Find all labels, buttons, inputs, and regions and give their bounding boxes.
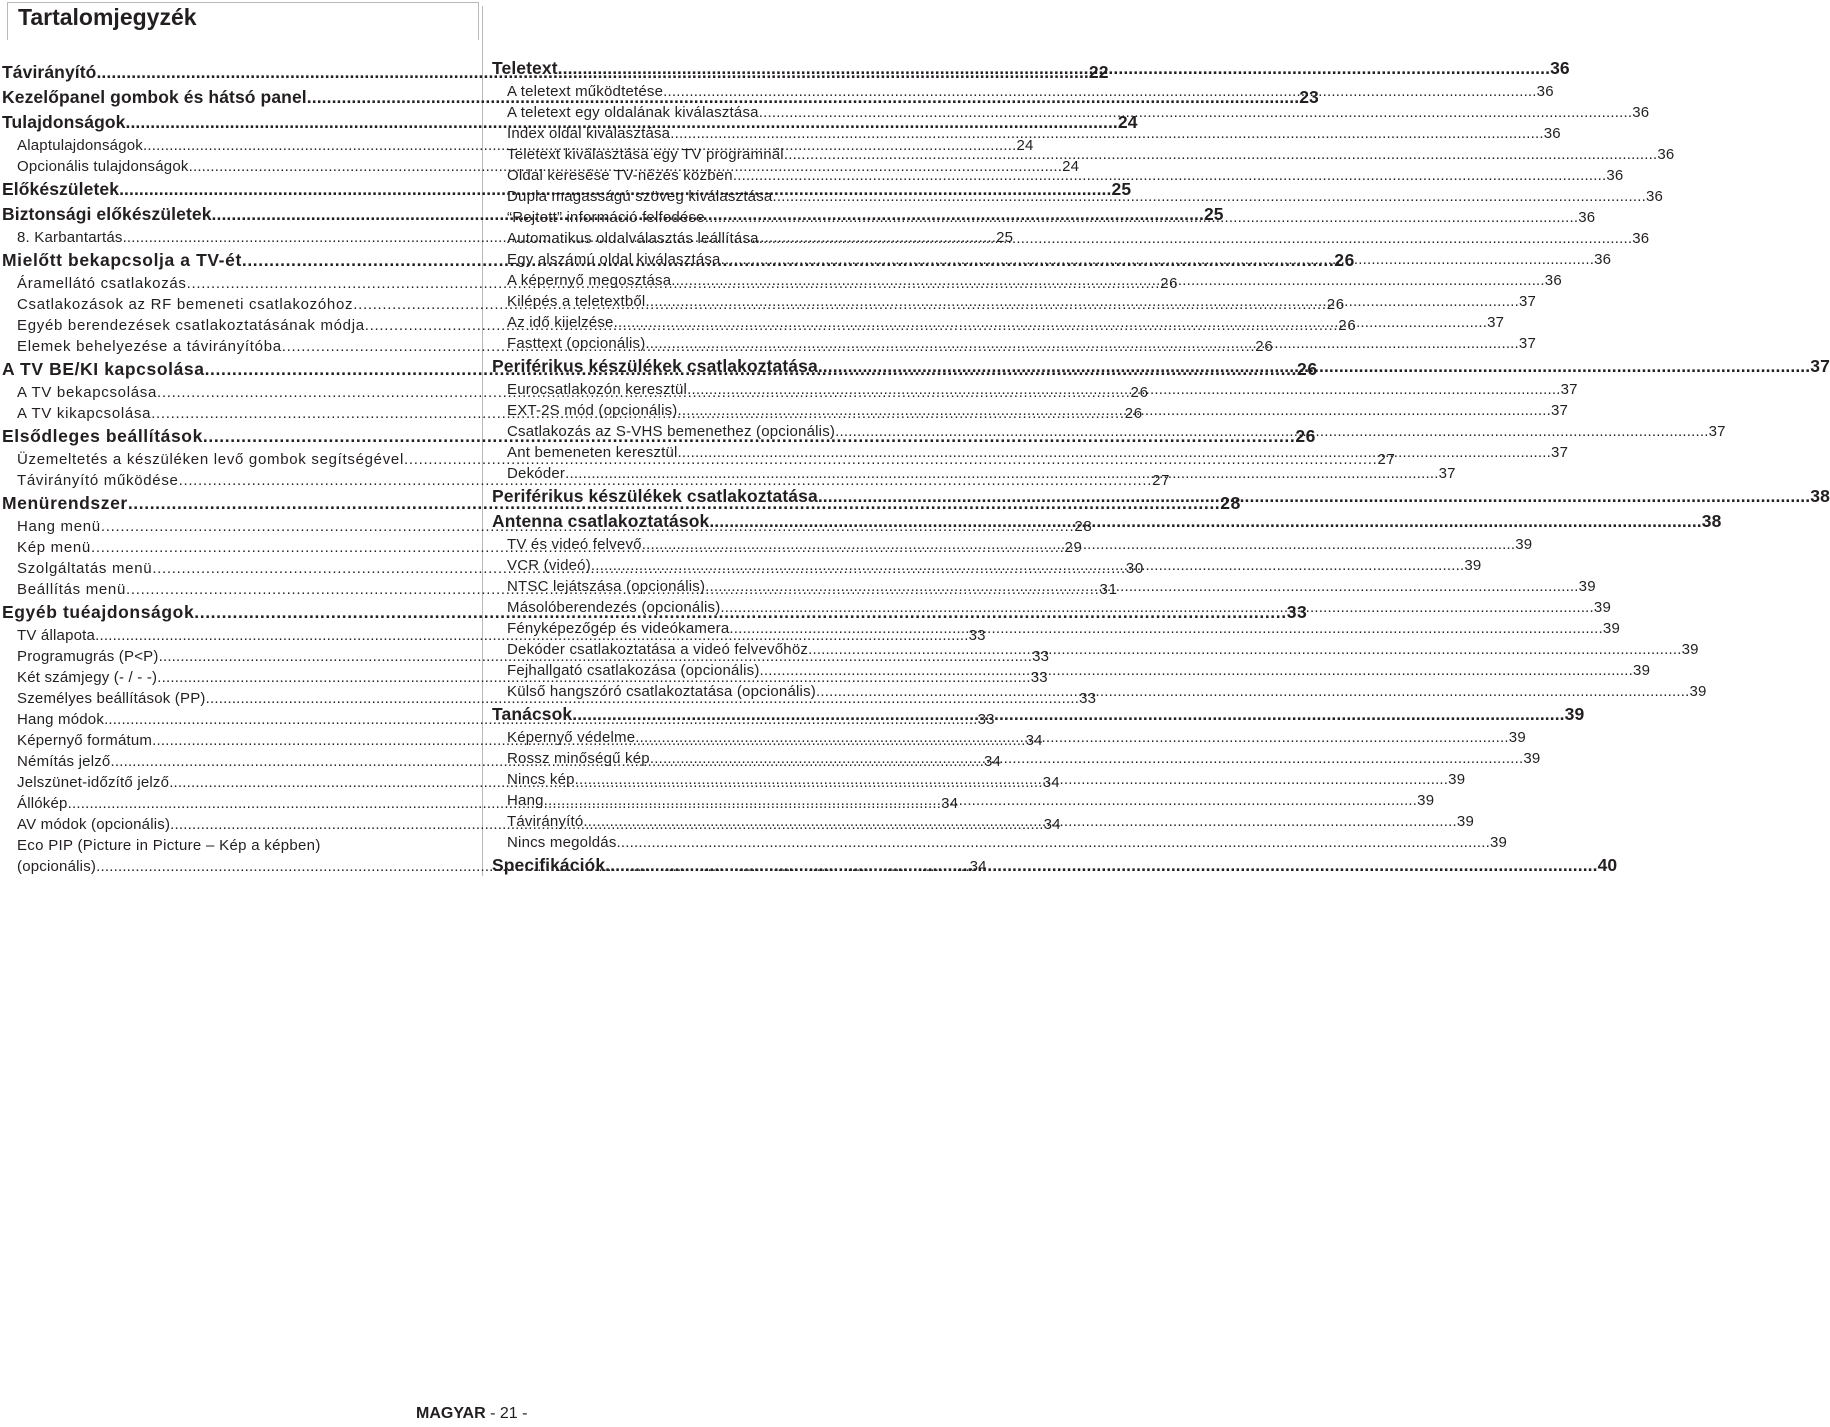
toc-entry-label: Ant bemeneten keresztül xyxy=(507,444,678,461)
toc-entry-page: 31 xyxy=(1099,581,1118,598)
toc-entry-page: 24 xyxy=(1117,112,1138,132)
toc-entry-page: 36 xyxy=(1550,58,1570,78)
toc-entry-label: Specifikációk xyxy=(492,855,606,875)
toc-entry-label: Külső hangszóró csatlakoztatása (opcionális) xyxy=(507,683,816,700)
dot-leader xyxy=(650,748,1524,769)
dot-leader xyxy=(575,769,1449,790)
toc-entry-label: Hang menü xyxy=(17,518,101,535)
toc-entry-label: Periférikus készülékek csatlakoztatása xyxy=(492,486,818,506)
toc-entry-page: 39 xyxy=(1448,771,1466,788)
dot-leader xyxy=(721,249,1595,270)
toc-entry-label: Elemek behelyezése a távirányítóba xyxy=(17,338,282,355)
toc-entry-label: Nincs kép xyxy=(507,771,575,788)
toc-entry-page: 29 xyxy=(1064,539,1083,556)
dot-leader xyxy=(663,81,1537,102)
toc-entry-page: 26 xyxy=(1160,275,1179,292)
toc-entry-page: 34 xyxy=(1043,816,1061,833)
toc-entry-label: Teletext kiválasztása egy TV programnál xyxy=(507,146,784,163)
toc-entry-label: Kezelőpanel gombok és hátsó panel xyxy=(2,87,307,107)
toc-entry-label: “Rejtett” információ felfedése xyxy=(507,209,705,226)
toc-entry-page: 39 xyxy=(1564,704,1585,724)
toc-entry-label: Állókép xyxy=(17,795,68,812)
toc-entry-label: Index oldal kiválasztása xyxy=(507,125,671,142)
toc-entry-label: Képernyő formátum xyxy=(17,732,153,749)
toc-entry-page: 36 xyxy=(1536,83,1554,100)
toc-entry-label: VCR (videó) xyxy=(507,557,591,574)
toc-entry-page: 36 xyxy=(1594,251,1612,268)
dot-leader xyxy=(678,442,1552,463)
toc-entry-label: Kép menü xyxy=(17,539,91,556)
toc-entry-label: Csatlakozások az RF bemeneti csatlakozóhoz xyxy=(17,296,354,313)
toc-entry-label: Fényképezőgép és videókamera xyxy=(507,620,730,637)
toc-entry-page: 37 xyxy=(1518,293,1537,310)
toc-entry-label: Programugrás (P<P) xyxy=(17,648,159,665)
toc-entry-label: Némítás jelző xyxy=(17,753,111,770)
toc-entry-label: TV és videó felvevő xyxy=(507,536,642,553)
dot-leader xyxy=(670,123,1544,144)
toc-entry-page: 26 xyxy=(1334,250,1355,270)
dot-leader xyxy=(733,165,1607,186)
dot-leader xyxy=(816,681,1690,702)
toc-subsection[interactable] xyxy=(492,832,1508,853)
toc-entry-label: Eurocsatlakozón keresztül xyxy=(507,381,688,398)
toc-entry-page: 27 xyxy=(1377,451,1396,468)
toc-entry-page: 39 xyxy=(1578,578,1596,595)
toc-entry-page: 26 xyxy=(1338,317,1357,334)
dot-leader xyxy=(784,144,1658,165)
toc-entry-label: Szolgáltatás menü xyxy=(17,560,153,577)
toc-entry-page: 36 xyxy=(1578,209,1596,226)
toc-entry-label: Dupla magasságú szöveg kiválasztása xyxy=(507,188,773,205)
dot-leader xyxy=(645,291,1519,312)
toc-entry-page: 24 xyxy=(1062,158,1080,175)
toc-entry-page: 36 xyxy=(1632,230,1650,247)
toc-entry-page: 39 xyxy=(1515,536,1533,553)
dot-leader xyxy=(772,186,1646,207)
dot-leader xyxy=(835,421,1709,442)
dot-leader xyxy=(705,207,1579,228)
toc-entry-page: 27 xyxy=(1152,472,1171,489)
dot-leader xyxy=(614,312,1488,333)
toc-entry-page: 33 xyxy=(977,711,995,728)
toc-entry-page: 25 xyxy=(1203,204,1224,224)
toc-entry-label: Elsődleges beállítások xyxy=(2,426,203,446)
toc-entry-label: A TV BE/KI kapcsolása xyxy=(2,359,205,379)
toc-entry-label: Rossz minőségű kép xyxy=(507,750,650,767)
dot-leader xyxy=(671,270,1545,291)
toc-subsection[interactable] xyxy=(492,790,1435,811)
toc-entry-label: Fasttext (opcionális) xyxy=(507,335,646,352)
toc-entry-label: Tanácsok xyxy=(492,704,573,724)
toc-entry-page: 39 xyxy=(1508,729,1526,746)
toc-entry-page: 39 xyxy=(1523,750,1541,767)
toc-entry-label: Távirányító xyxy=(2,62,97,82)
toc-entry-label: Üzemeltetés a készüléken levő gombok segítségével xyxy=(17,451,404,468)
toc-entry-label: Dekóder xyxy=(507,465,566,482)
toc-entry-label: Kilépés a teletextből xyxy=(507,293,646,310)
dot-leader xyxy=(642,534,1516,555)
toc-entry-page: 33 xyxy=(1030,669,1048,686)
toc-entry-label: Távirányító xyxy=(507,813,584,830)
toc-entry-label: AV módok (opcionális) xyxy=(17,816,171,833)
toc-entry-label: Menürendszer xyxy=(2,493,128,513)
footer-page-number: - 21 - xyxy=(490,1405,528,1422)
dot-leader xyxy=(818,484,1810,509)
toc-entry-page: 37 xyxy=(1810,356,1830,376)
toc-entry-page: 37 xyxy=(1487,314,1505,331)
toc-entry-continued: Eco PIP (Picture in Picture – Kép a képben) xyxy=(17,837,321,854)
toc-entry-page: 23 xyxy=(1299,87,1319,107)
dot-leader xyxy=(759,102,1633,123)
toc-entry-label: Előkészületek xyxy=(2,179,120,199)
toc-entry-label: Az idő kijelzése xyxy=(507,314,614,331)
toc-entry-label: A TV bekapcsolása xyxy=(17,384,158,401)
toc-entry-label: Oldal keresése TV-nézés közben xyxy=(507,167,733,184)
toc-entry-page: 39 xyxy=(1689,683,1707,700)
dot-leader xyxy=(705,576,1579,597)
toc-entry-page: 34 xyxy=(1042,774,1060,791)
toc-entry-page: 33 xyxy=(968,627,986,644)
toc-entry-page: 26 xyxy=(1326,296,1345,313)
toc-entry-label: Másolóberendezés (opcionális) xyxy=(507,599,721,616)
dot-leader xyxy=(617,832,1491,853)
toc-entry-page: 39 xyxy=(1602,620,1620,637)
dot-leader xyxy=(591,555,1465,576)
toc-entry-label: Személyes beállítások (PP) xyxy=(17,690,206,707)
toc-entry-page: 39 xyxy=(1456,813,1474,830)
dot-leader xyxy=(720,597,1594,618)
toc-entry-label: Periférikus készülékek csatlakoztatása xyxy=(492,356,818,376)
toc-entry-page: 39 xyxy=(1464,557,1482,574)
toc-entry-page: 26 xyxy=(1297,359,1318,379)
dot-leader xyxy=(818,354,1810,379)
toc-entry-label: Mielőtt bekapcsolja a TV-ét xyxy=(2,250,242,270)
toc-entry-label: A TV kikapcsolása xyxy=(17,405,152,422)
toc-entry-label: Nincs megoldás xyxy=(507,834,617,851)
dot-leader xyxy=(687,379,1561,400)
toc-entry-label: TV állapota xyxy=(17,627,96,644)
toc-entry-page: 25 xyxy=(1111,179,1132,199)
toc-entry-page: 34 xyxy=(969,858,987,875)
toc-entry-label: A teletext egy oldalának kiválasztása xyxy=(507,104,759,121)
toc-entry-page: 39 xyxy=(1490,834,1508,851)
toc-entry-page: 39 xyxy=(1593,599,1612,616)
toc-entry-label: NTSC lejátszása (opcionális) xyxy=(507,578,706,595)
toc-entry-page: 33 xyxy=(1032,648,1050,665)
toc-entry-label: Egy alszámú oldal kiválasztása xyxy=(507,251,721,268)
dot-leader xyxy=(572,702,1564,727)
dot-leader xyxy=(709,509,1701,534)
toc-entry-page: 28 xyxy=(1074,518,1093,535)
toc-entry-label: Hang xyxy=(507,792,544,809)
dot-leader xyxy=(565,463,1439,484)
toc-entry-page: 37 xyxy=(1551,444,1569,461)
toc-entry-page: 37 xyxy=(1560,381,1578,398)
toc-entry-label: 8. Karbantartás xyxy=(17,229,123,246)
toc-entry-page: 24 xyxy=(1016,137,1034,154)
toc-entry-label: Opcionális tulajdonságok xyxy=(17,158,189,175)
toc-entry-page: 40 xyxy=(1597,855,1618,875)
toc-entry-label: (opcionális) xyxy=(17,858,97,875)
toc-entry-page: 37 xyxy=(1708,423,1726,440)
toc-entry-label: Két számjegy (- / - -) xyxy=(17,669,158,686)
dot-leader xyxy=(760,660,1634,681)
toc-entry-label: Biztonsági előkészületek xyxy=(2,204,212,224)
toc-entry-label: Automatikus oldalválasztás leállítása xyxy=(507,230,759,247)
toc-entry-page: 39 xyxy=(1417,792,1435,809)
toc-entry-page: 34 xyxy=(941,795,959,812)
toc-entry-page: 37 xyxy=(1551,402,1569,419)
page-footer xyxy=(416,1404,527,1424)
toc-entry-label: Teletext xyxy=(492,58,558,78)
toc-entry-page: 37 xyxy=(1438,465,1456,482)
toc-entry-label: Csatlakozás az S-VHS bemenethez (opcionális) xyxy=(507,423,836,440)
toc-entry-page: 36 xyxy=(1544,272,1562,289)
toc-entry-label: Alaptulajdonságok xyxy=(17,137,143,154)
toc-entry-label: Áramellátó csatlakozás xyxy=(17,275,187,292)
dot-leader xyxy=(605,853,1597,878)
dot-leader xyxy=(544,790,1418,811)
toc-entry-page: 26 xyxy=(1295,426,1317,446)
toc-entry-page: 36 xyxy=(1543,125,1561,142)
page-title: Tartalomjegyzék xyxy=(18,4,197,30)
toc-entry-label: A teletext működtetése xyxy=(507,83,664,100)
toc-entry-label: Képernyő védelme xyxy=(507,729,636,746)
toc-entry-label: Távirányító működése xyxy=(17,472,179,489)
toc-entry-label: Antenna csatlakoztatások xyxy=(492,511,710,531)
toc-entry-page: 39 xyxy=(1681,641,1699,658)
toc-entry-label: EXT-2S mód (opcionális) xyxy=(507,402,678,419)
toc-entry-page: 34 xyxy=(1025,732,1043,749)
toc-entry-page: 37 xyxy=(1518,335,1537,352)
toc-entry-page: 33 xyxy=(1079,690,1097,707)
toc-entry-page: 36 xyxy=(1606,167,1624,184)
dot-leader xyxy=(729,618,1603,639)
toc-entry-page: 26 xyxy=(1255,338,1274,355)
toc-entry-label: Egyéb berendezések csatlakoztatásának módja xyxy=(17,317,365,334)
toc-entry-page: 26 xyxy=(1124,405,1143,422)
dot-leader xyxy=(759,228,1633,249)
toc-entry-page: 36 xyxy=(1632,104,1650,121)
toc-entry-page: 26 xyxy=(1130,384,1149,401)
toc-entry-page: 36 xyxy=(1657,146,1675,163)
toc-entry-page: 39 xyxy=(1633,662,1651,679)
toc-entry-label: Dekóder csatlakoztatása a videó felvevőhöz xyxy=(507,641,809,658)
toc-entry-page: 25 xyxy=(996,229,1014,246)
toc-entry-label: Beállítás menü xyxy=(17,581,127,598)
toc-entry-page: 30 xyxy=(1125,560,1144,577)
toc-entry-label: Egyéb tuéajdonságok xyxy=(2,602,195,622)
dot-leader xyxy=(558,56,1550,81)
toc-entry-page: 38 xyxy=(1701,511,1722,531)
dot-leader xyxy=(808,639,1682,660)
dot-leader xyxy=(645,333,1519,354)
toc-entry-page: 34 xyxy=(983,753,1002,770)
toc-entry-page: 22 xyxy=(1088,62,1109,82)
dot-leader xyxy=(678,400,1552,421)
toc-subsection[interactable] xyxy=(492,123,1561,144)
toc-entry-label: Tulajdonságok xyxy=(2,112,126,132)
footer-language: MAGYAR xyxy=(416,1405,486,1422)
toc-entry-label: Jelszünet-időzítő jelző xyxy=(17,774,170,791)
toc-entry-page: 36 xyxy=(1645,188,1664,205)
toc-entry-page: 33 xyxy=(1286,602,1308,622)
toc-entry-page: 28 xyxy=(1220,493,1241,513)
dot-leader xyxy=(583,811,1457,832)
dot-leader xyxy=(635,727,1509,748)
toc-entry-page: 38 xyxy=(1810,486,1830,506)
toc-entry-label: Fejhallgató csatlakozása (opcionális) xyxy=(507,662,760,679)
toc-entry-label: A képernyő megosztása xyxy=(507,272,672,289)
toc-entry-label: Hang módok xyxy=(17,711,105,728)
